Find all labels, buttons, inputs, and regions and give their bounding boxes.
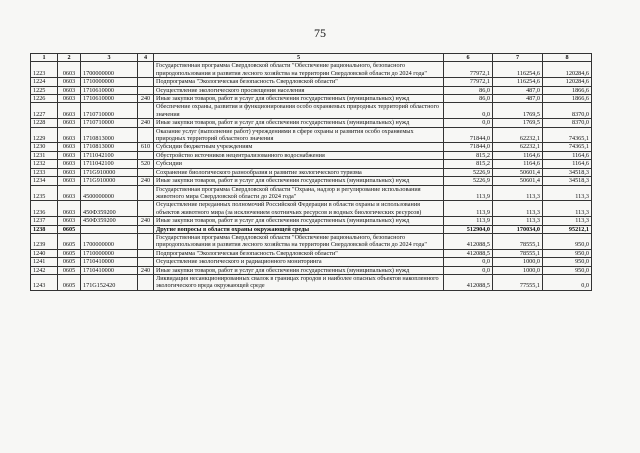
target-article-cell: 1711042100 <box>81 160 138 168</box>
table-row <box>31 127 592 143</box>
item-name-cell: Субсидии бюджетным учреждениям <box>154 143 444 151</box>
item-name-cell: Иные закупки товаров, работ и услуг для обеспечения государственных (муниципальных) нужд <box>154 95 444 103</box>
item-name-cell: Иные закупки товаров, работ и услуг для обеспечения государственных (муниципальных) нужд <box>154 266 444 274</box>
item-name-cell: Осуществление экологического и радиационного мониторинга <box>154 258 444 266</box>
table-row <box>31 266 592 274</box>
amount-year3-cell: 1866,6 <box>543 86 592 94</box>
target-article-cell: 1711042100 <box>81 151 138 159</box>
table-row <box>31 103 592 119</box>
row-number-cell: 1230 <box>31 143 58 151</box>
target-article-cell: 450Ф359200 <box>81 201 138 217</box>
section-code-cell: 0603 <box>58 185 81 201</box>
expense-type-cell: 240 <box>138 95 154 103</box>
item-name-cell: Оказание услуг (выполнение работ) учреждениями в сфере охраны и развития особо охраняемых природных территорий областного значения <box>154 127 444 143</box>
amount-year2-cell: 62232,1 <box>493 127 543 143</box>
row-number-cell: 1240 <box>31 249 58 257</box>
section-code-cell: 0603 <box>58 119 81 127</box>
amount-year1-cell: 77972,1 <box>444 78 493 86</box>
item-name-cell: Подпрограмма "Экологическая безопасность Свердловской области" <box>154 78 444 86</box>
table-row <box>31 249 592 257</box>
section-code-cell: 0603 <box>58 103 81 119</box>
table-row <box>31 177 592 185</box>
target-article-cell: 450Ф359200 <box>81 217 138 225</box>
amount-year1-cell: 71844,0 <box>444 143 493 151</box>
section-code-cell: 0603 <box>58 201 81 217</box>
section-code-cell: 0603 <box>58 86 81 94</box>
amount-year2-cell: 50601,4 <box>493 168 543 176</box>
item-name-cell: Иные закупки товаров, работ и услуг для обеспечения государственных (муниципальных) нужд <box>154 217 444 225</box>
expense-type-cell <box>138 62 154 78</box>
table-row <box>31 160 592 168</box>
amount-year1-cell: 412088,5 <box>444 233 493 249</box>
header-cell: 4 <box>138 54 154 62</box>
table-header-row <box>31 54 592 62</box>
expense-type-cell: 520 <box>138 160 154 168</box>
row-number-cell: 1227 <box>31 103 58 119</box>
section-code-cell: 0605 <box>58 225 81 233</box>
item-name-cell: Государственная программа Свердловской области "Обеспечение рационального, безопасного природопользования и развития лесного хозяйства на территории Свердловской области до 2024 года" <box>154 233 444 249</box>
row-number-cell: 1235 <box>31 185 58 201</box>
header-cell: 8 <box>543 54 592 62</box>
amount-year1-cell: 77972,1 <box>444 62 493 78</box>
amount-year2-cell: 1769,5 <box>493 103 543 119</box>
amount-year3-cell: 1866,6 <box>543 95 592 103</box>
amount-year3-cell: 0,0 <box>543 274 592 290</box>
header-cell: 5 <box>154 54 444 62</box>
row-number-cell: 1228 <box>31 119 58 127</box>
expense-type-cell <box>138 86 154 94</box>
page-number: 75 <box>314 26 326 40</box>
amount-year2-cell: 1164,6 <box>493 160 543 168</box>
amount-year3-cell: 74365,1 <box>543 127 592 143</box>
target-article-cell: 1710000000 <box>81 249 138 257</box>
section-code-cell: 0603 <box>58 127 81 143</box>
amount-year3-cell: 34518,3 <box>543 168 592 176</box>
amount-year2-cell: 1769,5 <box>493 119 543 127</box>
table-row <box>31 258 592 266</box>
amount-year3-cell: 113,3 <box>543 217 592 225</box>
amount-year1-cell: 815,2 <box>444 151 493 159</box>
amount-year2-cell: 78555,1 <box>493 233 543 249</box>
table-row <box>31 274 592 290</box>
amount-year2-cell: 113,3 <box>493 201 543 217</box>
expense-type-cell <box>138 225 154 233</box>
table-row <box>31 185 592 201</box>
amount-year1-cell: 0,0 <box>444 103 493 119</box>
expense-type-cell <box>138 249 154 257</box>
header-cell: 3 <box>81 54 138 62</box>
expense-type-cell <box>138 274 154 290</box>
row-number-cell: 1233 <box>31 168 58 176</box>
amount-year3-cell: 950,0 <box>543 258 592 266</box>
expense-type-cell <box>138 103 154 119</box>
item-name-cell: Ликвидация несанкционированных свалок в границах городов и наиболее опасных объектов накопленного экологического вреда окружающей среде <box>154 274 444 290</box>
budget-table <box>30 53 592 291</box>
amount-year1-cell: 71844,0 <box>444 127 493 143</box>
amount-year1-cell: 815,2 <box>444 160 493 168</box>
table-row <box>31 86 592 94</box>
row-number-cell: 1226 <box>31 95 58 103</box>
expense-type-cell <box>138 185 154 201</box>
section-code-cell: 0603 <box>58 168 81 176</box>
section-code-cell: 0603 <box>58 143 81 151</box>
header-cell: 2 <box>58 54 81 62</box>
target-article-cell <box>81 225 138 233</box>
amount-year1-cell: 5226,9 <box>444 168 493 176</box>
amount-year1-cell: 86,0 <box>444 86 493 94</box>
target-article-cell: 1710610000 <box>81 95 138 103</box>
table-body <box>31 62 592 290</box>
amount-year3-cell: 8370,0 <box>543 119 592 127</box>
amount-year1-cell: 0,0 <box>444 266 493 274</box>
item-name-cell: Иные закупки товаров, работ и услуг для обеспечения государственных (муниципальных) нужд <box>154 177 444 185</box>
amount-year3-cell: 8370,0 <box>543 103 592 119</box>
row-number-cell: 1231 <box>31 151 58 159</box>
table-row <box>31 217 592 225</box>
row-number-cell: 1229 <box>31 127 58 143</box>
target-article-cell: 1710410000 <box>81 258 138 266</box>
section-code-cell: 0605 <box>58 266 81 274</box>
row-number-cell: 1225 <box>31 86 58 94</box>
expense-type-cell: 240 <box>138 177 154 185</box>
expense-type-cell: 240 <box>138 119 154 127</box>
item-name-cell: Обустройство источников нецентрализованного водоснабжения <box>154 151 444 159</box>
section-code-cell: 0603 <box>58 78 81 86</box>
section-code-cell: 0603 <box>58 62 81 78</box>
item-name-cell: Обеспечение охраны, развития и функционирования особо охраняемых природных территорий областного значения <box>154 103 444 119</box>
amount-year1-cell: 412088,5 <box>444 274 493 290</box>
header-cell: 7 <box>493 54 543 62</box>
expense-type-cell <box>138 127 154 143</box>
amount-year1-cell: 0,0 <box>444 119 493 127</box>
amount-year2-cell: 1000,0 <box>493 258 543 266</box>
section-code-cell: 0603 <box>58 217 81 225</box>
item-name-cell: Подпрограмма "Экологическая безопасность Свердловской области" <box>154 249 444 257</box>
amount-year2-cell: 170034,0 <box>493 225 543 233</box>
amount-year2-cell: 487,0 <box>493 86 543 94</box>
section-code-cell: 0605 <box>58 249 81 257</box>
amount-year2-cell: 77555,1 <box>493 274 543 290</box>
target-article-cell: 1710813000 <box>81 127 138 143</box>
section-code-cell: 0605 <box>58 233 81 249</box>
target-article-cell: 171G910000 <box>81 168 138 176</box>
target-article-cell: 1700000000 <box>81 233 138 249</box>
expense-type-cell <box>138 151 154 159</box>
target-article-cell: 1710000000 <box>81 78 138 86</box>
amount-year2-cell: 62232,1 <box>493 143 543 151</box>
expense-type-cell <box>138 233 154 249</box>
amount-year2-cell: 1164,6 <box>493 151 543 159</box>
amount-year3-cell: 950,0 <box>543 233 592 249</box>
target-article-cell: 1710813000 <box>81 143 138 151</box>
row-number-cell: 1237 <box>31 217 58 225</box>
target-article-cell: 1710710000 <box>81 103 138 119</box>
row-number-cell: 1236 <box>31 201 58 217</box>
row-number-cell: 1242 <box>31 266 58 274</box>
amount-year3-cell: 950,0 <box>543 249 592 257</box>
item-name-cell: Другие вопросы в области охраны окружающей среды <box>154 225 444 233</box>
amount-year2-cell: 50601,4 <box>493 177 543 185</box>
table-row <box>31 95 592 103</box>
table-row <box>31 201 592 217</box>
amount-year2-cell: 116254,6 <box>493 78 543 86</box>
table-row <box>31 225 592 233</box>
item-name-cell: Осуществление экологического просвещения населения <box>154 86 444 94</box>
amount-year1-cell: 512904,0 <box>444 225 493 233</box>
amount-year2-cell: 1000,0 <box>493 266 543 274</box>
amount-year3-cell: 34518,3 <box>543 177 592 185</box>
amount-year3-cell: 1164,6 <box>543 151 592 159</box>
row-number-cell: 1224 <box>31 78 58 86</box>
table-row <box>31 233 592 249</box>
target-article-cell: 1710410000 <box>81 266 138 274</box>
item-name-cell: Сохранение биологического разнообразия и развитие экологического туризма <box>154 168 444 176</box>
target-article-cell: 171G910000 <box>81 177 138 185</box>
row-number-cell: 1223 <box>31 62 58 78</box>
expense-type-cell <box>138 78 154 86</box>
amount-year2-cell: 116254,6 <box>493 62 543 78</box>
amount-year3-cell: 120284,6 <box>543 78 592 86</box>
section-code-cell: 0603 <box>58 160 81 168</box>
item-name-cell: Государственная программа Свердловской области "Охрана, надзор и регулирование использования животного мира Свердловской области до 2024 года" <box>154 185 444 201</box>
row-number-cell: 1243 <box>31 274 58 290</box>
amount-year3-cell: 120284,6 <box>543 62 592 78</box>
expense-type-cell <box>138 168 154 176</box>
expense-type-cell: 610 <box>138 143 154 151</box>
expense-type-cell <box>138 258 154 266</box>
amount-year3-cell: 113,3 <box>543 185 592 201</box>
row-number-cell: 1239 <box>31 233 58 249</box>
expense-type-cell: 240 <box>138 266 154 274</box>
section-code-cell: 0603 <box>58 95 81 103</box>
item-name-cell: Осуществление переданных полномочий Российской Федерации в области охраны и использования объектов животного мира (за исключением охотничьих ресурсов и водных биологических ресурсов) <box>154 201 444 217</box>
target-article-cell: 171G152420 <box>81 274 138 290</box>
amount-year3-cell: 950,0 <box>543 266 592 274</box>
amount-year3-cell: 74365,1 <box>543 143 592 151</box>
amount-year1-cell: 5226,9 <box>444 177 493 185</box>
item-name-cell: Субсидии <box>154 160 444 168</box>
amount-year1-cell: 113,9 <box>444 217 493 225</box>
target-article-cell: 4500000000 <box>81 185 138 201</box>
target-article-cell: 1710710000 <box>81 119 138 127</box>
header-cell: 1 <box>31 54 58 62</box>
amount-year1-cell: 0,0 <box>444 258 493 266</box>
section-code-cell: 0605 <box>58 274 81 290</box>
row-number-cell: 1234 <box>31 177 58 185</box>
table-row <box>31 78 592 86</box>
amount-year3-cell: 113,3 <box>543 201 592 217</box>
table-row <box>31 143 592 151</box>
item-name-cell: Государственная программа Свердловской области "Обеспечение рационального, безопасного природопользования и развития лесного хозяйства на территории Свердловской области до 2024 года" <box>154 62 444 78</box>
table-row <box>31 151 592 159</box>
section-code-cell: 0603 <box>58 177 81 185</box>
amount-year1-cell: 113,9 <box>444 185 493 201</box>
amount-year1-cell: 86,0 <box>444 95 493 103</box>
amount-year3-cell: 1164,6 <box>543 160 592 168</box>
section-code-cell: 0605 <box>58 258 81 266</box>
row-number-cell: 1241 <box>31 258 58 266</box>
row-number-cell: 1238 <box>31 225 58 233</box>
amount-year2-cell: 78555,1 <box>493 249 543 257</box>
header-cell: 6 <box>444 54 493 62</box>
target-article-cell: 1710610000 <box>81 86 138 94</box>
amount-year2-cell: 113,3 <box>493 217 543 225</box>
expense-type-cell <box>138 201 154 217</box>
table-row <box>31 62 592 78</box>
amount-year2-cell: 113,3 <box>493 185 543 201</box>
section-code-cell: 0603 <box>58 151 81 159</box>
item-name-cell: Иные закупки товаров, работ и услуг для обеспечения государственных (муниципальных) нужд <box>154 119 444 127</box>
amount-year1-cell: 412088,5 <box>444 249 493 257</box>
table-row <box>31 168 592 176</box>
table-row <box>31 119 592 127</box>
amount-year1-cell: 113,9 <box>444 201 493 217</box>
row-number-cell: 1232 <box>31 160 58 168</box>
expense-type-cell: 240 <box>138 217 154 225</box>
amount-year2-cell: 487,0 <box>493 95 543 103</box>
amount-year3-cell: 95212,1 <box>543 225 592 233</box>
target-article-cell: 1700000000 <box>81 62 138 78</box>
